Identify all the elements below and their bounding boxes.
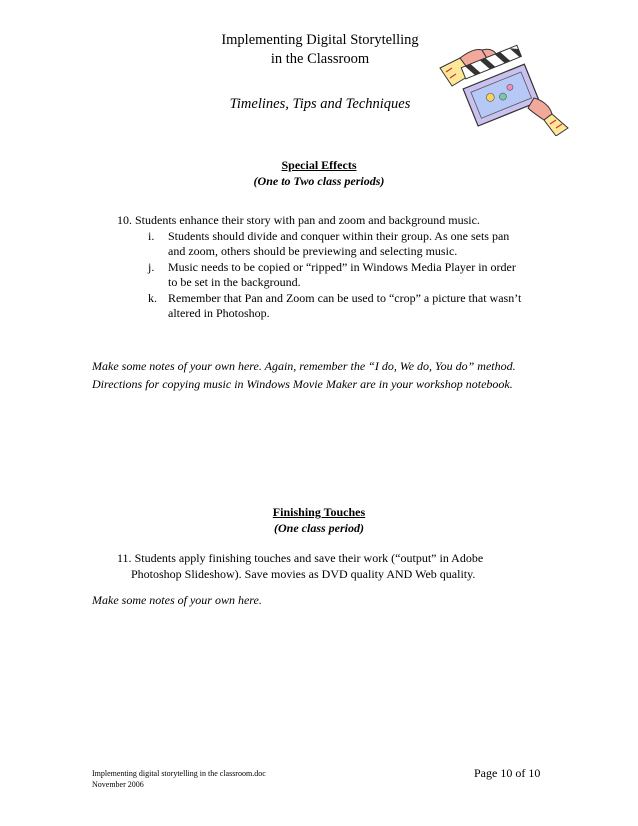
list-item-marker: i. <box>148 229 155 243</box>
step-10 <box>117 213 480 228</box>
section-title-special-effects: Special Effects <box>281 158 357 172</box>
list-item-text: altered in Photoshop. <box>168 306 270 320</box>
footer-date: November 2006 <box>92 780 144 789</box>
list-item-text: Remember that Pan and Zoom can be used to “crop” a picture that wasn’t <box>168 291 522 305</box>
document-title-line1: Implementing Digital Storytelling <box>221 32 419 48</box>
section-title-finishing-touches: Finishing Touches <box>272 505 366 519</box>
notes-line1: Make some notes of your own here. Again, remember the “I do, We do, You do” method. <box>92 359 516 373</box>
list-item-text: to be set in the background. <box>168 275 301 289</box>
section-subtitle-special-effects: (One to Two class periods) <box>253 174 385 188</box>
notes-line2: Directions for copying music in Windows Movie Maker are in your workshop notebook. <box>92 377 513 391</box>
step-text: Students enhance their story with pan and zoom and background music. <box>135 213 480 227</box>
step-number: 10. <box>117 213 132 227</box>
document-subtitle: Timelines, Tips and Techniques <box>229 96 411 112</box>
footer-filename: Implementing digital storytelling in the classroom.doc <box>92 769 266 778</box>
document-title-line2: in the Classroom <box>270 51 370 67</box>
footer-file-info <box>92 768 266 790</box>
list-item-text: Music needs to be copied or “ripped” in Windows Media Player in order <box>168 260 516 274</box>
list-item-text: and zoom, others should be previewing and selecting music. <box>168 244 458 258</box>
step-number: 11. <box>117 551 132 565</box>
hands-holding-film-clapperboard-icon <box>438 28 570 136</box>
step-text-continued: Photoshop Slideshow). Save movies as DVD quality AND Web quality. <box>131 567 476 581</box>
list-item-marker: j. <box>148 260 155 274</box>
section-subtitle-finishing-touches: (One class period) <box>274 521 364 535</box>
step-11 <box>117 551 483 566</box>
notes-prompt-finishing: Make some notes of your own here. <box>92 593 262 607</box>
list-item-marker: k. <box>148 291 157 305</box>
page-number: Page 10 of 10 <box>474 766 541 780</box>
notes-prompt <box>92 357 516 393</box>
step-text: Students apply finishing touches and save their work (“output” in Adobe <box>134 551 484 565</box>
list-item-text: Students should divide and conquer within their group. As one sets pan <box>168 229 510 243</box>
